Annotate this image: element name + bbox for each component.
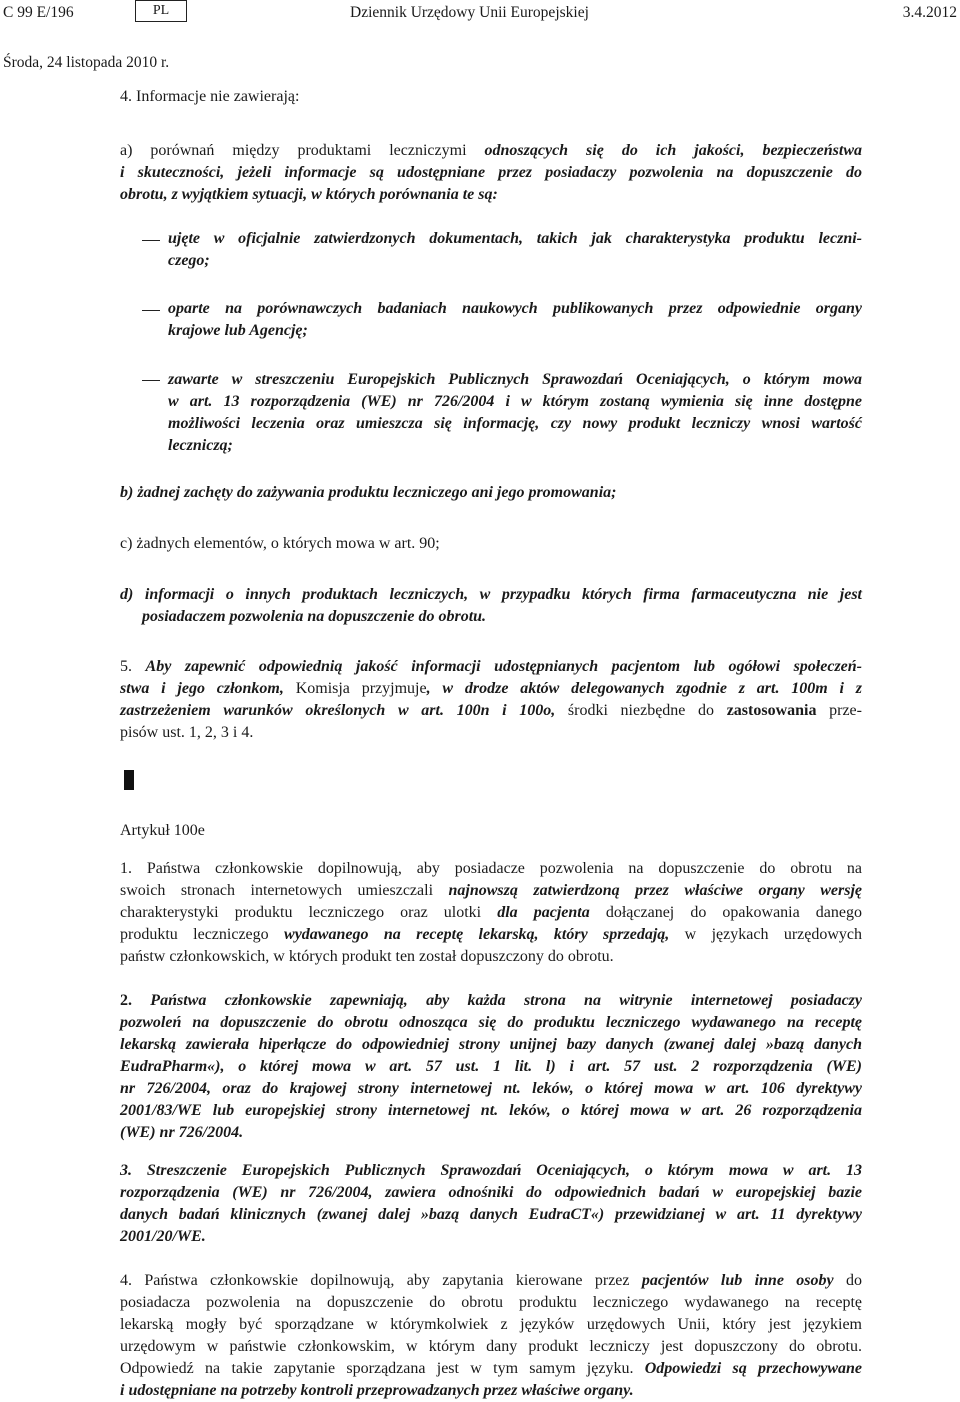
dash-bullet (142, 310, 160, 311)
article-para-3-line2: rozporządzenia (WE) nr 726/2004, zawiera odnośniki do odpowiednich badań w europejskiej bazie (120, 1184, 862, 1201)
dash-item-3-line4: leczniczą; (168, 437, 233, 454)
article-para-2-line4: EudraPharm«), o której mowa w art. 57 ust. 1 lit. l) i art. 57 ust. 2 rozporządzenia (WE) (120, 1058, 862, 1075)
para-5-emphasis: stwa i jego członkom, (120, 680, 296, 697)
item-a-line3: obrotu, z wyjątkiem sytuacji, w których porównania te są: (120, 186, 498, 203)
journal-series: C 99 E/196 (3, 4, 74, 21)
article-para-4-line6: i udostępniane na potrzeby kontroli przeprowadzanych przez właściwe organy. (120, 1382, 634, 1399)
para-5-text: prze- (816, 702, 862, 719)
item-a (120, 140, 862, 206)
article-para-3-line1 (120, 1160, 862, 1182)
para-5-number: 5. (120, 658, 146, 675)
dash-item-2-line1: oparte na porównawczych badaniach naukowych publikowanych przez odpowiednie organy (168, 300, 862, 317)
para-5-emphasis: , w drodze aktów delegowanych zgodnie z art. 100m i z (426, 680, 863, 697)
para-5-text: Komisja przyjmuje (295, 680, 427, 697)
article-title: Artykuł 100e (120, 822, 205, 839)
para-5-line2 (120, 678, 862, 700)
article-para-4-line1 (120, 1270, 862, 1292)
dash-item-1-line1: ujęte w oficjalnie zatwierdzonych dokumentach, takich jak charakterystyka produktu leczni- (168, 230, 862, 247)
article-para-3-line4: 2001/20/WE. (120, 1228, 206, 1245)
article-para-2-line2: pozwoleń na dopuszczenie do obrotu odnosząca się do produktu leczniczego wydawanego na receptę (120, 1014, 862, 1031)
item-d (120, 584, 862, 628)
article-para-4-line2: posiadacza pozwolenia na dopuszczenie do obrotu produktu leczniczego wydawanego na receptę (120, 1294, 862, 1311)
dash-item-1 (168, 228, 862, 272)
item-b-text: żadnej zachęty do zażywania produktu leczniczego ani jego promowania; (137, 484, 617, 501)
article-para-2-number: 2. (120, 992, 151, 1009)
article-para-1-text: swoich stronach internetowych umieszczali (120, 882, 449, 899)
journal-date: 3.4.2012 (902, 4, 957, 21)
dash-bullet (142, 240, 160, 241)
para-5-emphasis: zastrzeżeniem warunków określonych w art. 100n i 100o, (120, 702, 568, 719)
article-para-1-emphasis: najnowszą zatwierdzoną przez właściwe organy wersję (448, 882, 862, 899)
dash-item-2-line2: krajowe lub Agencję; (168, 322, 308, 339)
article-para-2 (120, 990, 862, 1144)
article-para-4-text: do (833, 1272, 862, 1289)
article-para-1-line4 (120, 924, 862, 946)
item-b (120, 482, 616, 504)
para-5-line3 (120, 700, 862, 722)
article-para-2-line5: nr 726/2004, oraz do krajowej strony internetowej nt. leków, o której mowa w art. 106 dyrektywy (120, 1080, 862, 1097)
article-para-1-emphasis: wydawanego na receptę lekarską, który sprzedają, (284, 926, 670, 943)
article-para-4-emphasis: Odpowiedzi są przechowywane (644, 1360, 863, 1377)
article-para-4-line5 (120, 1358, 862, 1380)
para-5-text: środki niezbędne do (567, 702, 727, 719)
item-d-line2: posiadaczem pozwolenia na dopuszczenie do obrotu. (142, 608, 487, 625)
article-para-2-line7: (WE) nr 726/2004. (120, 1124, 244, 1141)
article-para-2-text: Państwa członkowskie zapewniają, aby każda strona na witrynie internetowej posiadaczy (150, 992, 863, 1009)
dash-item-2 (168, 298, 862, 342)
para-4-intro: 4. Informacje nie zawierają: (120, 88, 300, 105)
para-5-line1 (120, 656, 862, 678)
article-para-3-number: 3. (120, 1162, 147, 1179)
article-para-1-line5: państw członkowskich, w których produkt ten został dopuszczony do obrotu. (120, 948, 614, 965)
article-para-1-line3 (120, 902, 862, 924)
item-a-emphasis: odnoszących się do ich jakości, bezpieczeństwa (484, 142, 862, 159)
article-para-3-text: Streszczenie Europejskich Publicznych Sprawozdań Oceniających, o którym mowa w art. 13 (146, 1162, 862, 1179)
change-marker-bar (124, 770, 134, 790)
item-c: c) żadnych elementów, o których mowa w art. 90; (120, 535, 440, 552)
dash-item-3-line1: zawarte w streszczeniu Europejskich Publicznych Sprawozdań Oceniających, o którym mowa (168, 371, 862, 388)
article-para-3 (120, 1160, 862, 1248)
article-para-4-text: Odpowiedź na takie zapytanie sporządzana jest w tym samym języku. (120, 1360, 645, 1377)
article-para-4 (120, 1270, 862, 1402)
article-para-2-line6: 2001/83/WE lub europejskiej strony internetowej nt. leków, o której mowa w art. 26 rozporządzenia (120, 1102, 862, 1119)
article-para-4-emphasis: pacjentów lub inne osoby (641, 1272, 834, 1289)
item-a-text: a) porównań między produktami leczniczymi (120, 142, 485, 159)
article-para-1-line1: 1. Państwa członkowskie dopilnowują, aby posiadacze pozwolenia na dopuszczenie do obrotu na (120, 860, 862, 877)
item-d-line1: d) informacji o innych produktach leczniczych, w przypadku których firma farmaceutyczna nie jest (120, 586, 862, 603)
para-5-line4: pisów ust. 1, 2, 3 i 4. (120, 724, 254, 741)
dash-item-1-line2: czego; (168, 252, 210, 269)
article-para-1-text: produktu leczniczego (120, 926, 285, 943)
item-b-label: b) (120, 484, 138, 501)
item-a-line2: i skuteczności, jeżeli informacje są udostępniane przez posiadaczy pozwolenia na dopuszczenie do (120, 164, 862, 181)
journal-title: Dziennik Urzędowy Unii Europejskiej (350, 4, 589, 21)
article-para-2-line1 (120, 990, 862, 1012)
para-5-emphasis: Aby zapewnić odpowiednią jakość informacji udostępnianych pacjentom lub ogółowi społeczeń- (145, 658, 862, 675)
dash-item-3-line3: możliwości leczenia oraz umieszcza się informację, czy nowy produkt leczniczy wnosi wartość (168, 415, 862, 432)
item-a-line1 (120, 140, 862, 162)
article-para-1-text: dołączanej do opakowania danego (589, 904, 863, 921)
dash-item-3 (168, 369, 862, 457)
article-para-1 (120, 858, 862, 968)
article-para-2-line3: lekarską zawierała hiperłącze do odpowiedniej strony unijnej bazy danych (zwanej dalej »bazą danych (120, 1036, 862, 1053)
article-para-1-emphasis: dla pacjenta (497, 904, 590, 921)
article-para-4-text: 4. Państwa członkowskie dopilnowują, aby zapytania kierowane przez (120, 1272, 642, 1289)
dash-bullet (142, 380, 160, 381)
dash-item-3-line2: w art. 13 rozporządzenia (WE) nr 726/2004 i w którym zostaną wymienia się inne dostępne (168, 393, 862, 410)
article-para-1-text: w językach urzędowych (669, 926, 863, 943)
article-para-1-text: charakterystyki produktu leczniczego oraz ulotki (120, 904, 498, 921)
article-para-1-line2 (120, 880, 862, 902)
session-date: Środa, 24 listopada 2010 r. (3, 54, 170, 71)
article-para-4-line3: lekarską mogły być sporządzane w którymkolwiek z języków urzędowych Unii, który jest językiem (120, 1316, 862, 1333)
article-para-4-line4: urzędowym w państwie członkowskim, w którym dany produkt leczniczy jest dopuszczony do obrotu. (120, 1338, 862, 1355)
para-5 (120, 656, 862, 744)
para-5-bold: zastosowania (726, 702, 817, 719)
article-para-3-line3: danych badań klinicznych (zwanej dalej »bazą danych EudraCT«) przewidzianej w art. 11 dyrektywy (120, 1206, 862, 1223)
language-box: PL (135, 0, 187, 22)
